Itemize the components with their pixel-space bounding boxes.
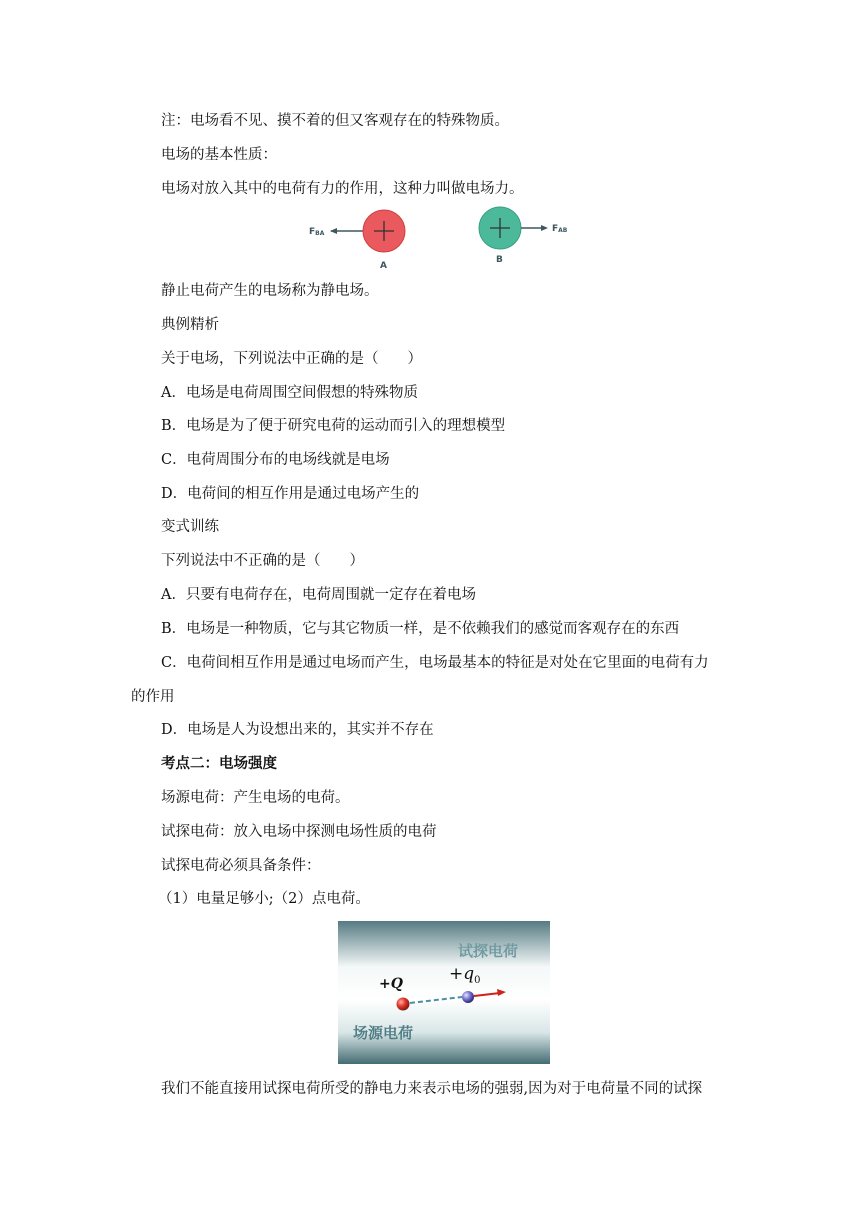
basic-property-heading: 电场的基本性质： xyxy=(161,147,277,163)
charge-a-label: A xyxy=(380,261,387,270)
force-ab-label: FAB xyxy=(552,224,568,234)
plus-q-label: +Q xyxy=(379,976,403,992)
electric-force-text: 电场对放入其中的电荷有力的作用，这种力叫做电场力。 xyxy=(161,181,524,197)
charge-b-label: B xyxy=(496,255,503,265)
example-heading: 典例精析 xyxy=(161,317,219,333)
variant-option-a: A．只要有电荷存在，电荷周围就一定存在着电场 xyxy=(161,587,476,603)
conditions-list: （1）电量足够小;（2）点电荷。 xyxy=(158,891,370,907)
section2-heading: 考点二：电场强度 xyxy=(161,756,277,772)
source-charge-definition: 场源电荷：产生电场的电荷。 xyxy=(161,790,350,806)
variant-option-c-line2: 的作用 xyxy=(131,689,175,705)
source-charge-caption: 场源电荷 xyxy=(353,1024,414,1042)
example-question: 关于电场，下列说法中正确的是（ ） xyxy=(161,351,422,367)
electrostatic-text: 静止电荷产生的电场称为静电场。 xyxy=(161,283,379,299)
example-option-d: D．电荷间的相互作用是通过电场产生的 xyxy=(161,486,420,502)
test-charge-caption: 试探电荷 xyxy=(458,942,519,960)
variant-option-d: D．电场是人为设想出来的，其实并不存在 xyxy=(161,722,434,738)
note-text: 注：电场看不见、摸不着的但又客观存在的特殊物质。 xyxy=(161,113,509,129)
variant-heading: 变式训练 xyxy=(161,519,219,535)
force-ba-label: FBA xyxy=(309,227,325,237)
plus-q0-label: $+q_0$ xyxy=(449,964,481,986)
variant-question: 下列说法中不正确的是（ ） xyxy=(161,553,364,569)
test-charge-definition: 试探电荷：放入电场中探测电场性质的电荷 xyxy=(161,824,437,840)
example-option-a: A．电场是电荷周围空间假想的特殊物质 xyxy=(161,385,418,401)
charges-force-diagram xyxy=(300,202,580,270)
source-charge-ball xyxy=(397,998,410,1011)
test-charge-ball xyxy=(462,991,474,1003)
closing-text: 我们不能直接用试探电荷所受的静电力来表示电场的强弱,因为对于电荷量不同的试探 xyxy=(161,1081,703,1097)
test-charge-conditions: 试探电荷必须具备条件： xyxy=(161,858,321,874)
variant-option-c-line1: C．电荷间相互作用是通过电场而产生，电场最基本的特征是对处在它里面的电荷有力 xyxy=(161,655,709,671)
variant-option-b: B．电场是一种物质，它与其它物质一样，是不依赖我们的感觉而客观存在的东西 xyxy=(161,621,680,637)
example-option-c: C．电荷周围分布的电场线就是电场 xyxy=(161,452,390,468)
example-option-b: B．电场是为了便于研究电荷的运动而引入的理想模型 xyxy=(161,418,506,434)
test-charge-diagram xyxy=(338,921,550,1064)
